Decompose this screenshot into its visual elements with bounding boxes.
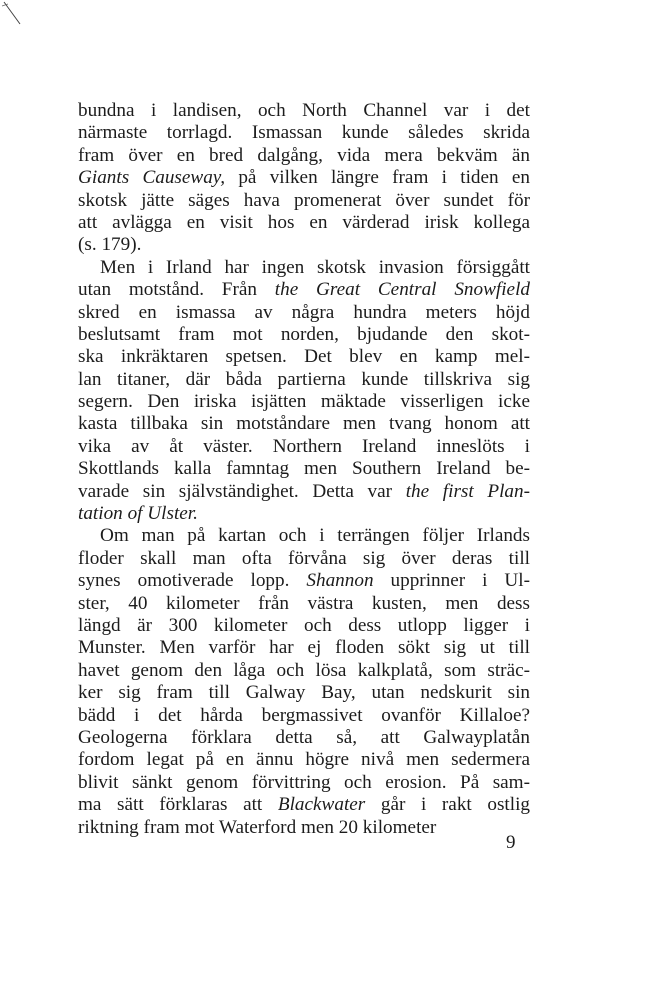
italic-span: Blackwater <box>277 794 366 816</box>
text-span: varade sin självständighet. Detta var <box>78 480 406 502</box>
text-line <box>78 749 530 771</box>
text-line <box>78 682 530 704</box>
text-span: blivit sänkt genom förvittring och erosion. På sam- <box>78 771 530 793</box>
text-span: upprinner i Ul- <box>373 570 530 592</box>
text-span: längd är 300 kilometer och dess utlopp ligger i <box>78 614 530 636</box>
text-line <box>78 660 530 682</box>
text-line <box>78 324 530 346</box>
text-span: fram över en bred dalgång, vida mera bekväm än <box>78 144 530 166</box>
text-line <box>78 436 530 458</box>
text-span: går i rakt ostlig <box>365 794 530 816</box>
text-span: (s. 179). <box>78 234 142 256</box>
text-line <box>78 145 530 167</box>
text-line <box>78 570 530 592</box>
text-line <box>78 167 530 189</box>
text-line <box>78 391 530 413</box>
text-line <box>78 637 530 659</box>
text-line <box>78 503 530 525</box>
text-line <box>78 615 530 637</box>
text-line <box>78 548 530 570</box>
text-span: ska inkräktaren spetsen. Det blev en kamp mel- <box>78 346 530 368</box>
body-text <box>78 100 530 839</box>
text-line <box>78 212 530 234</box>
italic-span: the Great Central Snowfield <box>274 279 531 301</box>
text-span: riktning fram mot Waterford men 20 kilometer <box>78 816 437 838</box>
text-span: närmaste torrlagd. Ismassan kunde således skrida <box>78 122 530 144</box>
text-span: Om man på kartan och i terrängen följer Irlands <box>100 525 530 547</box>
text-line <box>78 346 530 368</box>
text-span: bädd i det hårda bergmassivet ovanför Killaloe? <box>78 704 530 726</box>
text-span: vika av åt väster. Northern Ireland inneslöts i <box>78 435 530 457</box>
text-span: segern. Den iriska isjätten mäktade visserligen icke <box>78 391 530 413</box>
text-span: kasta tillbaka sin motståndare men tvang honom att <box>78 413 530 435</box>
paragraph <box>78 100 530 257</box>
italic-span: tation of Ulster. <box>78 503 198 525</box>
text-span: floder skall man ofta förvåna sig över deras till <box>78 547 530 569</box>
text-line <box>78 481 530 503</box>
text-line <box>78 593 530 615</box>
corner-mark <box>0 0 40 40</box>
text-span: ma sätt förklaras att <box>78 794 278 816</box>
text-span: ster, 40 kilometer från västra kusten, men dess <box>78 592 530 614</box>
paragraph <box>78 525 530 838</box>
text-line <box>78 705 530 727</box>
italic-span: the first Plan- <box>405 480 530 502</box>
text-span: fordom legat på en ännu högre nivå men sedermera <box>78 749 530 771</box>
text-line <box>78 458 530 480</box>
text-line <box>78 794 530 816</box>
text-line <box>78 525 530 547</box>
text-line <box>78 257 530 279</box>
text-span: bundna i landisen, och North Channel var i det <box>78 100 530 121</box>
text-line <box>78 772 530 794</box>
text-span: skred en ismassa av några hundra meters höjd <box>78 301 530 323</box>
text-span: skotsk jätte säges hava promenerat över sundet för <box>78 189 530 211</box>
text-span: Skottlands kalla famntag men Southern Ireland be- <box>78 458 530 480</box>
text-span: Geologerna förklara detta så, att Galwayplatån <box>78 726 530 748</box>
text-line <box>78 727 530 749</box>
text-line <box>78 302 530 324</box>
text-span: Munster. Men varför har ej floden sökt sig ut till <box>78 637 530 659</box>
text-line <box>78 234 530 256</box>
page-number: 9 <box>506 832 516 853</box>
text-span: ker sig fram till Galway Bay, utan nedskurit sin <box>78 682 530 704</box>
text-line <box>78 279 530 301</box>
text-span: havet genom den låga och lösa kalkplatå, som sträc- <box>78 659 530 681</box>
text-line <box>78 100 530 122</box>
italic-span: Giants Causeway, <box>78 167 226 189</box>
text-line <box>78 122 530 144</box>
text-line <box>78 190 530 212</box>
text-span: lan titaner, där båda partierna kunde tillskriva sig <box>78 368 530 390</box>
paragraph <box>78 257 530 526</box>
text-span: Men i Irland har ingen skotsk invasion försiggått <box>100 256 530 278</box>
italic-span: Shannon <box>306 570 374 592</box>
text-line <box>78 369 530 391</box>
text-span: på vilken längre fram i tiden en <box>225 167 530 189</box>
text-line <box>78 413 530 435</box>
text-span: att avlägga en visit hos en värderad irisk kollega <box>78 211 530 233</box>
text-span: beslutsamt fram mot norden, bjudande den skot- <box>78 323 530 345</box>
text-line <box>78 817 530 839</box>
text-span: synes omotiverade lopp. <box>78 570 307 592</box>
text-span: utan motstånd. Från <box>78 279 275 301</box>
